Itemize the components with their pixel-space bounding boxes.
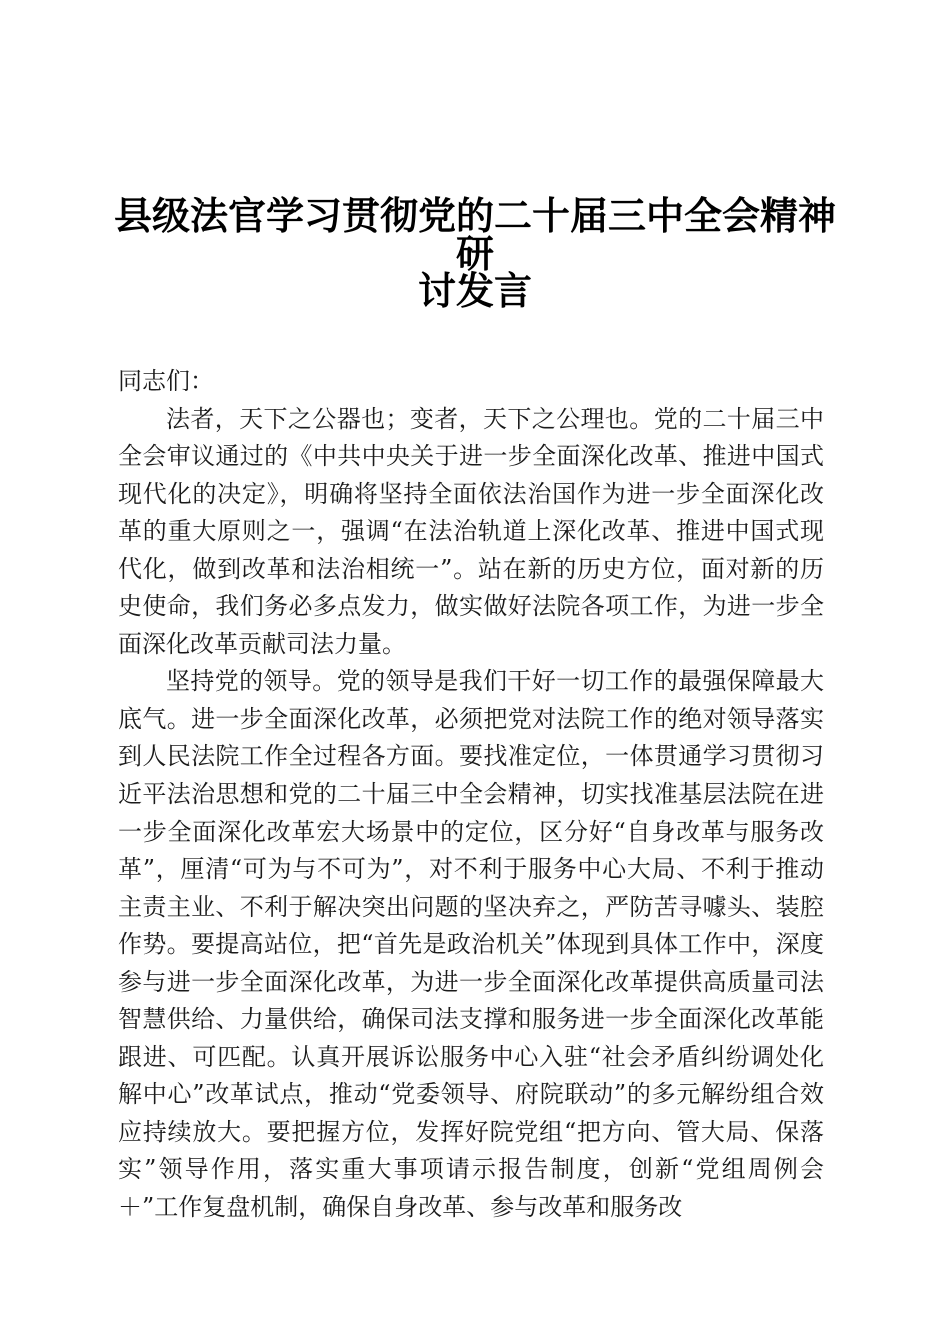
salutation: 同志们： [118, 367, 214, 395]
paragraph-party-leadership: 坚持党的领导。党的领导是我们干好一切工作的最强保障最大底气。进一步全面深化改革，必须把党对法院工作的绝对领导落实到人民法院工作全过程各方面。要找准定位，一体贯通学习贯彻习近平法治思想和党的二十届三中全会精神，切实找准基层法院在进一步全面深化改革宏大场景中的定位，区分好“自身改革与服务改革”，厘清“可为与不可为”，对不利于服务中心大局、不利于推动主责主业、不利于解决突出问题的坚决弃之，严防苦寻噱头、装腔作势。要提高站位，把“首先是政治机关”体现到具体工作中，深度参与进一步全面深化改革，为进一步全面深化改革提供高质量司法智慧供给、力量供给，确保司法支撑和服务进一步全面深化改革能跟进、可匹配。认真开展诉讼服务中心入驻“社会矛盾纠纷调处化解中心”改革试点，推动“党委领导、府院联动”的多元解纷组合效应持续放大。要把握方位，发挥好院党组“把方向、管大局、保落实”领导作用，落实重大事项请示报告制度，创新“党组周例会＋”工作复盘机制，确保自身改革、参与改革和服务改 [118, 667, 824, 1222]
document-title-line-1: 县级法官学习贯彻党的二十届三中全会精神研 [113, 194, 836, 276]
paragraph-intro: 法者，天下之公器也；变者，天下之公理也。党的二十届三中全会审议通过的《中共中央关于进一步全面深化改革、推进中国式现代化的决定》，明确将坚持全面依法治国作为进一步全面深化改革的重大原则之一，强调“在法治轨道上深化改革、推进中国式现代化，做到改革和法治相统一”。站在新的历史方位，面对新的历史使命，我们务必多点发力，做实做好法院各项工作，为进一步全面深化改革贡献司法力量。 [118, 404, 824, 658]
document-body [118, 363, 824, 1227]
document-title-line-2: 讨发言 [417, 269, 532, 313]
